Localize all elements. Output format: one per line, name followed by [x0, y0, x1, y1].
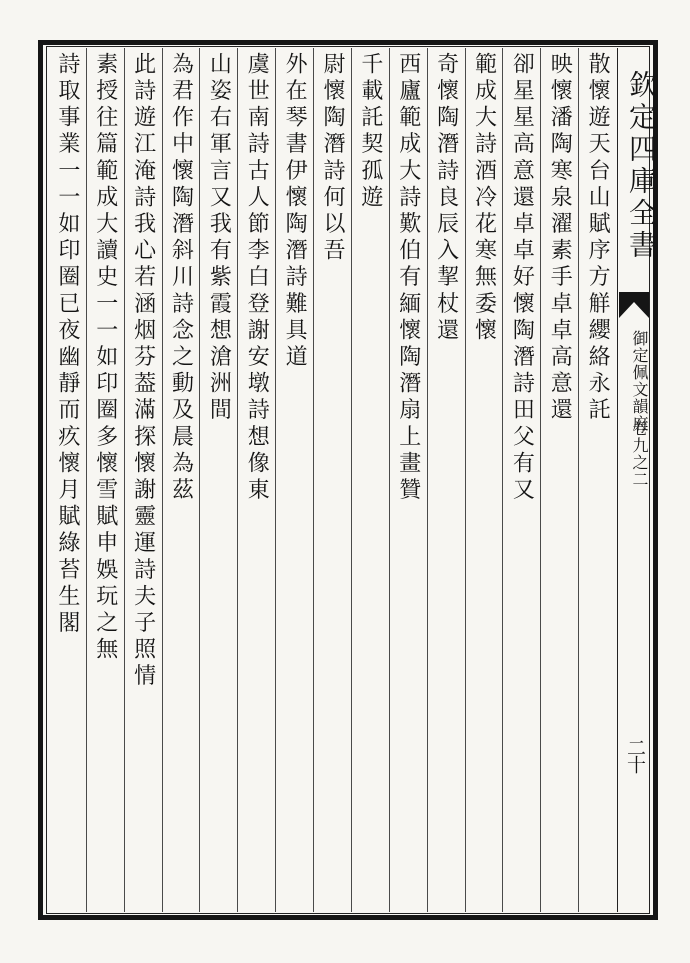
text-column: 千載託契孤遊 [357, 52, 383, 212]
text-column: 卻星星高意還卓卓好懷陶潛詩田父有又 [509, 52, 535, 505]
text-column: 素授往篇範成大讀史一一如印圈多懷雪賦申娛玩之無 [92, 52, 118, 664]
text-column: 尉懷陶潛詩何以吾 [320, 52, 345, 265]
column-rule [389, 48, 390, 912]
collection-title: 欽定四庫全書 [625, 70, 658, 262]
text-column: 為君作中懷陶潛斜川詩念之動及晨為茲 [168, 52, 194, 505]
column-rule [540, 48, 541, 912]
volume-label: 卷九之二 [630, 420, 649, 488]
column-rule [351, 48, 352, 912]
text-column: 映懷潘陶寒泉濯素手卓卓高意還 [547, 52, 573, 425]
text-column: 詩取事業一一如印圈已夜幽靜而疚懷月賦綠苔生閣 [54, 52, 80, 638]
text-column: 虞世南詩古人節李白登謝安墩詩想像東 [244, 52, 270, 505]
text-column: 散懷遊天台山賦序方觧纓絡永託 [585, 52, 611, 425]
book-title: 御定佩文韻府 [630, 330, 649, 432]
column-rule [124, 48, 125, 912]
column-rule [578, 48, 579, 912]
text-column: 山姿右軍言又我有紫霞想滄洲間 [206, 52, 232, 425]
text-column: 範成大詩酒冷花寒無委懷 [471, 52, 497, 345]
text-column: 外在琴書伊懷陶潛詩難具道 [282, 52, 308, 372]
text-column: 奇懷陶潛詩良辰入挈杖還 [433, 52, 459, 345]
text-column: 此詩遊江淹詩我心若涵烟芬葢滿探懷謝靈運詩夫子照情 [130, 52, 156, 691]
column-rule [313, 48, 314, 912]
text-column: 西廬範成大詩歎伯有緬懷陶潛扇上畫贊 [395, 52, 421, 505]
column-rule [162, 48, 163, 912]
column-rule [86, 48, 87, 912]
column-rule [465, 48, 466, 912]
column-rule [199, 48, 200, 912]
fishtail-mark-icon [619, 292, 649, 318]
column-rule [427, 48, 428, 912]
column-rule [237, 48, 238, 912]
column-rule [502, 48, 503, 912]
column-rule [275, 48, 276, 912]
folio-number: 二十 [624, 738, 646, 772]
